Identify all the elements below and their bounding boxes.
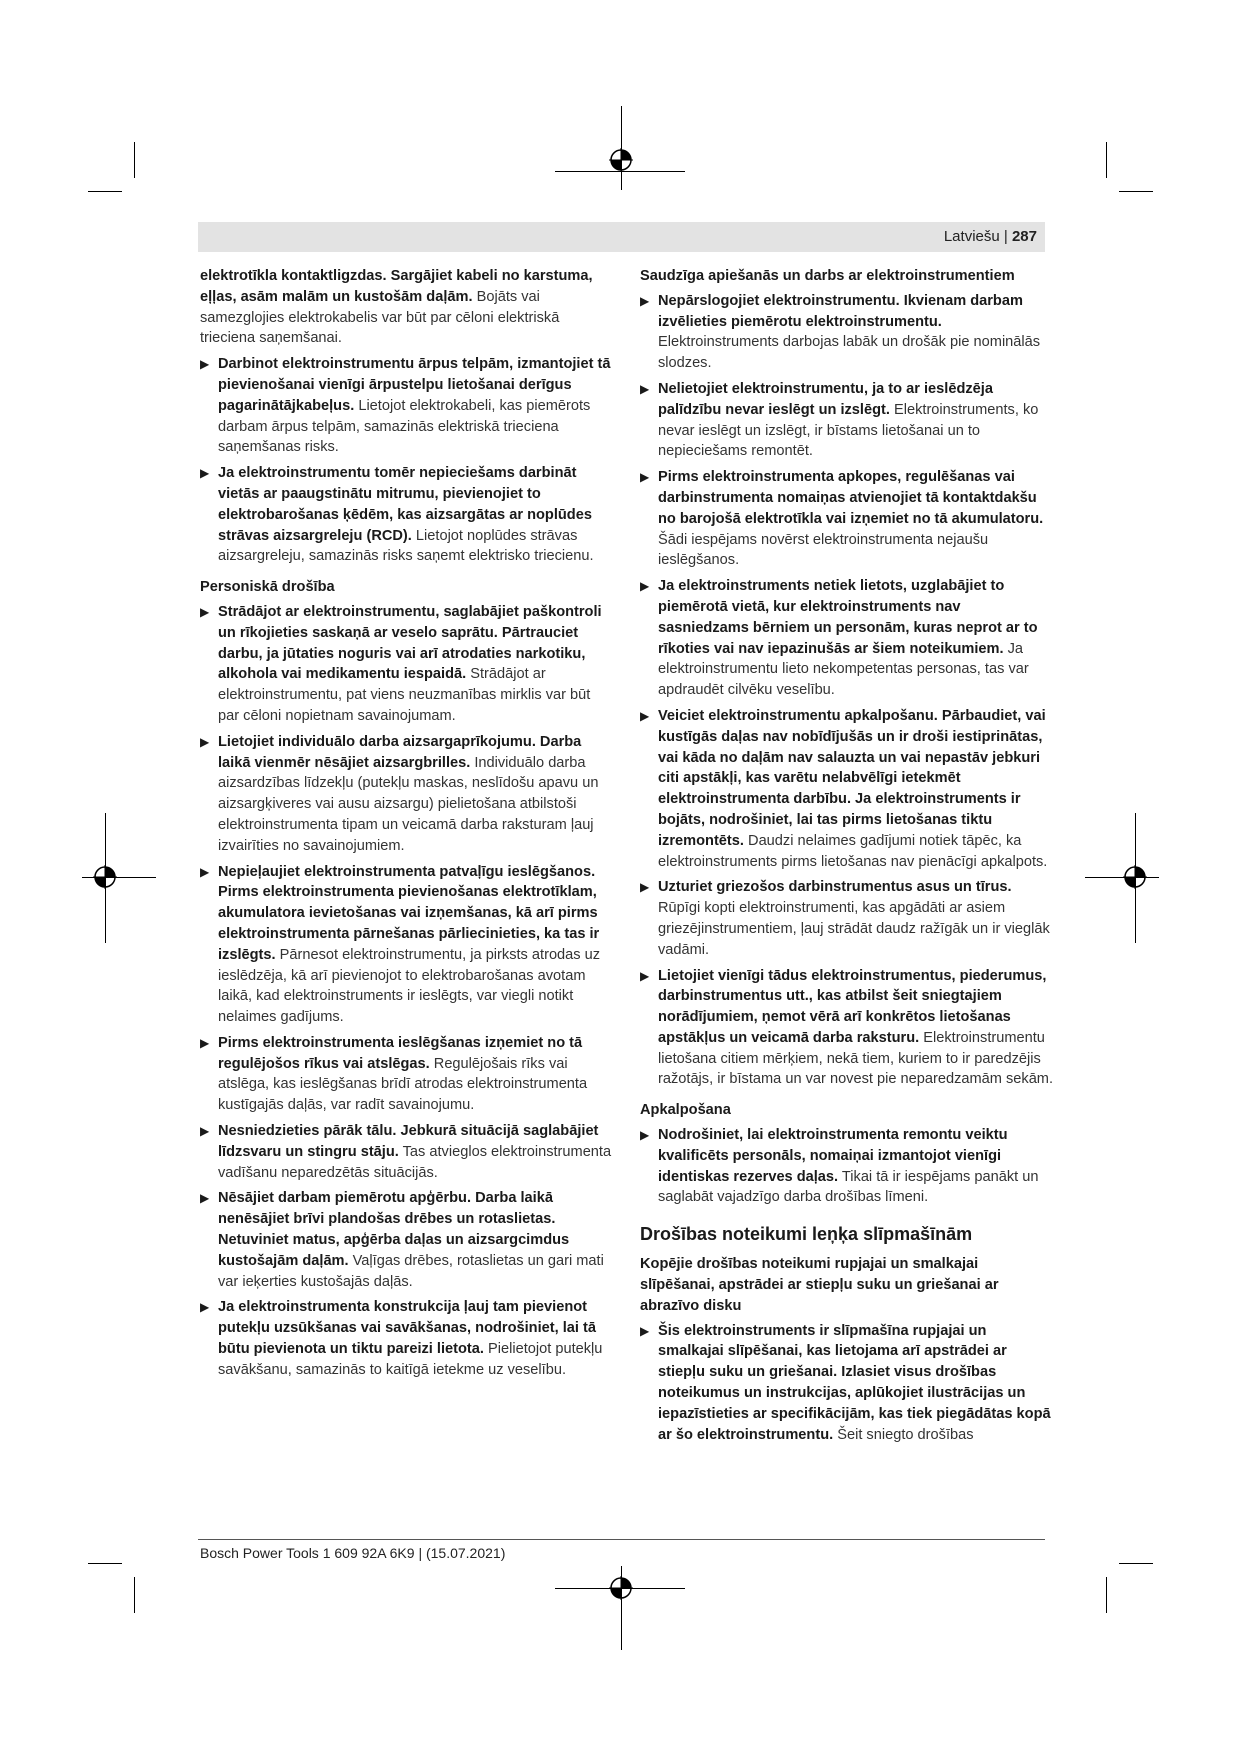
safety-list-item bbox=[640, 1125, 1055, 1208]
safety-list-item bbox=[200, 862, 612, 1028]
intro-paragraph bbox=[200, 266, 612, 349]
safety-list-item bbox=[640, 576, 1055, 701]
safety-list-item bbox=[640, 291, 1055, 374]
crop-mark-top-left-vertical bbox=[134, 142, 135, 178]
registration-target-right-icon bbox=[1123, 865, 1147, 889]
safety-list-item bbox=[640, 1321, 1055, 1446]
safety-item-bold: Strādājot ar elektroinstrumentu, saglabājiet paškontroli un rīkojieties saskaņā ar veselo saprātu. Pārtrauciet darbu, ja jūtaties noguris vai arī atrodaties narkotiku, alkohola vai medikamentu iespaidā. bbox=[218, 603, 602, 683]
crop-mark-bottom-left-vertical bbox=[134, 1577, 135, 1613]
safety-item-text: Regulējošais rīks vai atslēga, kas ieslēgšanas brīdī atrodas elektroinstrumenta kustīgajās daļās, var radīt savainojumu. bbox=[218, 1055, 588, 1114]
crop-mark-bottom-left-horizontal bbox=[88, 1563, 122, 1564]
safety-list-item bbox=[200, 602, 612, 727]
right-items-careful bbox=[640, 291, 1055, 1090]
intro-bold: elektrotīkla kontaktligzdas. Sargājiet kabeli no karstuma, eļļas, asām malām un kustošām daļām. bbox=[200, 268, 593, 305]
subheading-common-rules: Kopējie drošības noteikumi rupjajai un smalkajai slīpēšanai, apstrādei ar stiepļu suku un griešanai ar abrazīvo disku bbox=[640, 1256, 999, 1314]
safety-item-bold: Veiciet elektroinstrumentu apkalpošanu. Pārbaudiet, vai kustīgās daļas nav nobīdījušās un ir droši iestiprinātas, vai kāda no daļām nav salauzta un vai nepastāv jebkuri citi apstākļi, kas varētu nelabvēlīgi ietekmēt elektroinstrumenta darbību. Ja elektroinstruments ir bojāts, nodrošiniet, lai tas pirms lietošanas tiktu izremontēts. bbox=[658, 707, 1046, 849]
safety-item-text: Tikai tā ir iespējams panākt un saglabāt vajadzīgo darba drošības līmeni. bbox=[658, 1168, 1039, 1206]
registration-target-bottom-icon bbox=[609, 1576, 633, 1600]
bullet-arrow-icon: ▶ bbox=[200, 1124, 210, 1139]
safety-item-text: Šādi iespējams novērst elektroinstrumenta nejaušu ieslēgšanos. bbox=[658, 531, 989, 569]
safety-list-item bbox=[200, 732, 612, 857]
safety-item-text: Daudzi nelaimes gadījumi notiek tāpēc, ka elektroinstruments pirms lietošanas nav pienācīgi apkalpots. bbox=[658, 832, 1048, 870]
safety-list-item bbox=[640, 467, 1055, 571]
registration-target-left-icon bbox=[93, 865, 117, 889]
bullet-arrow-icon: ▶ bbox=[640, 708, 650, 723]
safety-item-text: Pārnesot elektroinstrumentu, ja pirksts atrodas uz ieslēdzēja, kā arī pievienojot to elektrobarošanas avotam laikā, kad elektroinstruments ir ieslēgts, var viegli notikt nelaimes gadījums. bbox=[218, 946, 601, 1026]
safety-item-text: Tas atvieglos elektroinstrumenta vadīšanu neparedzētās situācijās. bbox=[218, 1143, 612, 1181]
safety-list-item bbox=[200, 1033, 612, 1116]
safety-item-bold: Uzturiet griezošos darbinstrumentus asus un tīrus. bbox=[658, 879, 1012, 896]
safety-item-bold: Darbinot elektroinstrumentu ārpus telpām, izmantojiet tā pievienošanai vienīgi ārpustelpu lietošanai derīgus pagarinātājkabeļus. bbox=[218, 356, 611, 414]
safety-list-item bbox=[200, 1188, 612, 1292]
bullet-arrow-icon: ▶ bbox=[200, 1191, 210, 1206]
bullet-arrow-icon: ▶ bbox=[640, 470, 650, 485]
bullet-arrow-icon: ▶ bbox=[640, 968, 650, 983]
safety-list-item bbox=[200, 463, 612, 567]
safety-list-item bbox=[640, 706, 1055, 872]
safety-list-item bbox=[640, 966, 1055, 1091]
registration-target-top-icon bbox=[609, 148, 633, 172]
safety-list-item bbox=[200, 1121, 612, 1183]
bullet-arrow-icon: ▶ bbox=[640, 579, 650, 594]
safety-item-bold: Ja elektroinstrumenta konstrukcija ļauj tam pievienot putekļu uzsūkšanas vai savākšanas, nodrošiniet, lai tā būtu pievienota un tiktu pareizi lietota. bbox=[218, 1299, 596, 1358]
safety-item-bold: Nelietojiet elektroinstrumentu, ja to ar ieslēdzēja palīdzību nevar ieslēgt un izslēgt. bbox=[658, 380, 993, 418]
safety-item-text: Rūpīgi kopti elektroinstrumenti, kas apgādāti ar asiem griezējinstrumentiem, ļauj strādāt daudz ražīgāk un ir vieglāk vadāmi. bbox=[658, 900, 1050, 958]
safety-item-bold: Pirms elektroinstrumenta apkopes, regulēšanas vai darbinstrumenta nomaiņas atvienojiet tā kontaktdakšu no barojošā elektrotīkla vai izņemiet no tā akumulatoru. bbox=[658, 469, 1044, 527]
section-heading-careful-use: Saudzīga apiešanās un darbs ar elektroinstrumentiem bbox=[640, 268, 1015, 284]
crop-mark-top-right-horizontal bbox=[1119, 191, 1153, 192]
safety-item-text: Elektroinstruments darbojas labāk un drošāk pie nominālās slodzes. bbox=[658, 334, 1041, 372]
bullet-arrow-icon: ▶ bbox=[200, 734, 210, 749]
section-heading-service: Apkalpošana bbox=[640, 1102, 731, 1119]
bullet-arrow-icon: ▶ bbox=[200, 466, 210, 481]
safety-item-bold: Nepieļaujiet elektroinstrumenta patvaļīgu ieslēgšanos. Pirms elektroinstrumenta pievienošanas elektrotīklam, akumulatora ievietošanas vai izņemšanas, kā arī pirms elektroinstrumenta pārnešanas pārliecinieties, ka tas ir izslēgts. bbox=[218, 863, 600, 963]
left-column bbox=[200, 266, 612, 1386]
bullet-arrow-icon: ▶ bbox=[640, 1323, 650, 1338]
section-heading-personal-safety: Personiskā drošība bbox=[200, 579, 335, 596]
safety-item-bold: Nesniedzieties pārāk tālu. Jebkurā situācijā saglabājiet līdzsvaru un stingru stāju. bbox=[218, 1123, 599, 1160]
heading-grinder-safety: Drošības noteikumi leņķa slīpmašīnām bbox=[640, 1224, 973, 1245]
registration-line-right-horizontal bbox=[1085, 877, 1159, 878]
safety-item-text: Elektroinstrumentu lietošana citiem mērķiem, nekā tiem, kuriem to ir paredzējis ražotājs, ir bīstama un var novest pie neparedzamām sekām. bbox=[658, 1029, 1054, 1088]
crop-mark-bottom-right-vertical bbox=[1106, 1577, 1107, 1613]
intro-text: Bojāts vai samezglojies elektrokabelis var būt par cēloni elektriskā trieciena saņemšanai. bbox=[200, 288, 560, 347]
safety-item-text: Elektroinstruments, ko nevar ieslēgt un izslēgt, ir bīstams lietošanai un to nepieciešams remontēt. bbox=[658, 401, 1039, 460]
safety-list-item bbox=[640, 379, 1055, 462]
safety-item-bold: Nodrošiniet, lai elektroinstrumenta remontu veiktu kvalificēts personāls, nomaiņai izmantojot vienīgi identiskas rezerves daļas. bbox=[658, 1127, 1008, 1185]
safety-item-text: Pielietojot putekļu savākšanu, samazinās to kaitīgā ietekme uz veselību. bbox=[218, 1341, 603, 1378]
safety-list-item bbox=[640, 877, 1055, 960]
bullet-arrow-icon: ▶ bbox=[640, 293, 650, 308]
safety-item-bold: Nepārslogojiet elektroinstrumentu. Ikvienam darbam izvēlieties piemērotu elektroinstrumentu. bbox=[658, 292, 1023, 330]
footer-text: Bosch Power Tools 1 609 92A 6K9 | (15.07.2021) bbox=[200, 1545, 506, 1561]
right-items-service bbox=[640, 1125, 1055, 1208]
page-number: 287 bbox=[1011, 228, 1037, 245]
safety-item-text: Strādājot ar elektroinstrumentu, pat viens neuzmanības mirklis var būt par cēloni nopietnam savainojumam. bbox=[218, 666, 591, 724]
left-items-personal bbox=[200, 602, 612, 1381]
left-items-electrical bbox=[200, 354, 612, 567]
bullet-arrow-icon: ▶ bbox=[640, 1128, 650, 1143]
bullet-arrow-icon: ▶ bbox=[640, 880, 650, 895]
right-column bbox=[640, 266, 1055, 1450]
bullet-arrow-icon: ▶ bbox=[640, 381, 650, 396]
safety-item-bold: Lietojiet vienīgi tādus elektroinstrumentus, piederumus, darbinstrumentus utt., kas atbilst šeit sniegtajiem norādījumiem, ņemot vērā arī konkrētos lietošanas apstākļus un veicamā darba raksturu. bbox=[658, 967, 1047, 1046]
footer-divider bbox=[198, 1539, 1045, 1540]
safety-item-bold: Lietojiet individuālo darba aizsargaprīkojumu. Darba laikā vienmēr nēsājiet aizsargbrilles. bbox=[218, 733, 582, 771]
safety-item-bold: Pirms elektroinstrumenta ieslēgšanas izņemiet no tā regulējošos rīkus vai atslēgas. bbox=[218, 1034, 583, 1072]
bullet-arrow-icon: ▶ bbox=[200, 1300, 210, 1315]
right-items-grinder bbox=[640, 1321, 1055, 1446]
safety-item-text: Ja elektroinstrumentu lieto nekompetentas personas, tas var apdraudēt cilvēku veselību. bbox=[658, 640, 1029, 699]
safety-item-bold: Nēsājiet darbam piemērotu apģērbu. Darba laikā nenēsājiet brīvi plandošas drēbes un rotaslietas. Netuviniet matus, apģērba daļas un aizsargcimdus kustošajām daļām. bbox=[218, 1190, 570, 1269]
safety-item-text: Šeit sniegto drošības bbox=[837, 1426, 974, 1443]
safety-item-text: Lietojot noplūdes strāvas aizsargreleju, samazinās risks saņemt elektrisko triecienu. bbox=[218, 527, 594, 565]
header-language: Latviešu bbox=[943, 228, 1000, 245]
safety-item-text: Individuālo darba aizsardzības līdzekļu (putekļu maskas, neslīdošu apavu un aizsargķiveres vai ausu aizsargu) pielietošana atbilstoši elektroinstrumenta tipam un veicamā darba raksturam ļauj izvairīties no savainojumiem. bbox=[218, 754, 599, 854]
safety-item-text: Vaļīgas drēbes, rotaslietas un gari mati var ieķerties kustošajās daļās. bbox=[218, 1252, 604, 1290]
safety-item-bold: Ja elektroinstruments netiek lietots, uzglabājiet to piemērotā vietā, kur elektroinstruments nav sasniedzams bērniem un personām, kuras neprot ar to rīkoties vai nav iepazinušās ar šiem noteikumiem. bbox=[658, 578, 1038, 657]
safety-list-item bbox=[200, 354, 612, 458]
crop-mark-top-right-vertical bbox=[1106, 142, 1107, 178]
bullet-arrow-icon: ▶ bbox=[200, 864, 210, 879]
safety-item-bold: Ja elektroinstrumentu tomēr nepieciešams darbināt vietās ar paaugstinātu mitrumu, pievienojiet to elektrobarošanas ķēdēm, kas aizsargātas ar noplūdes strāvas aizsargreleju (RCD). bbox=[218, 465, 592, 544]
header-separator: | bbox=[1003, 228, 1008, 245]
page-header-label bbox=[944, 228, 1037, 245]
page-header bbox=[198, 222, 1045, 252]
bullet-arrow-icon: ▶ bbox=[200, 1035, 210, 1050]
safety-item-text: Lietojot elektrokabeli, kas piemērots darbam ārpus telpām, samazinās elektriskā trieciena saņemšanas risks. bbox=[218, 397, 591, 456]
bullet-arrow-icon: ▶ bbox=[200, 604, 210, 619]
bullet-arrow-icon: ▶ bbox=[200, 357, 210, 372]
safety-list-item bbox=[200, 1297, 612, 1380]
crop-mark-bottom-right-horizontal bbox=[1119, 1563, 1153, 1564]
safety-item-bold: Šis elektroinstruments ir slīpmašīna rupjajai un smalkajai slīpēšanai, kas lietojama arī apstrādei ar stiepļu suku un griešanai. Izlasiet visus drošības noteikumus un instrukcijas, aplūkojiet ilustrācijas un iepazīstieties ar specifikācijām, kas tiek piegādātas kopā ar šo elektroinstrumentu. bbox=[658, 1322, 1051, 1443]
crop-mark-top-left-horizontal bbox=[88, 191, 122, 192]
